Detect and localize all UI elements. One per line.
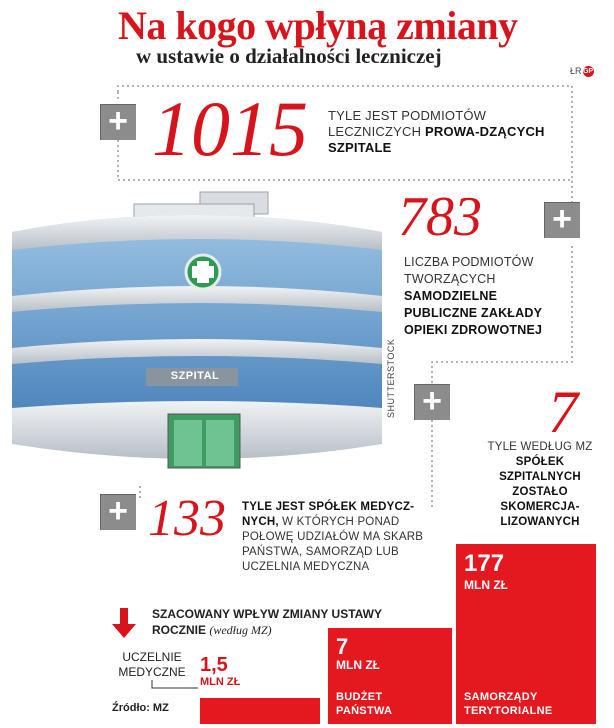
- impact-label-uczelnie: UCZELNIE MEDYCZNE: [118, 650, 186, 679]
- photo-credit: SHUTTERSTOCK: [386, 338, 396, 418]
- stat-description-133: TYLE JEST SPÓŁEK MEDYCZ-NYCH, W KTÓRYCH PONAD POŁOWĘ UDZIAŁÓW MA SKARB PAŃSTWA, SAMORZĄD LUB UCZELNIA MEDYCZNA: [242, 501, 424, 573]
- stat-number-783: 783: [398, 186, 482, 248]
- plus-icon: +: [544, 202, 580, 238]
- label-leader-line: [150, 680, 200, 692]
- plus-icon: +: [414, 384, 450, 420]
- bar-samorzady: 177 MLN ZŁ SAMORZĄDY TERYTORIALNE: [456, 544, 596, 724]
- impact-value-uczelnie: 1,5 MLN ZŁ: [200, 654, 241, 688]
- stat-description-783: LICZBA PODMIOTÓW TWORZĄCYCH SAMODZIELNE PUBLICZNE ZAKŁADY OPIEKI ZDROWOTNEJ: [404, 255, 543, 337]
- plus-icon: +: [100, 494, 136, 530]
- source-note: Źródło: MZ: [112, 702, 169, 714]
- building-sign: SZPITAL: [170, 370, 220, 382]
- hospital-building-illustration: [0, 188, 400, 488]
- stat-description-7: TYLE WEDŁUG MZ SPÓŁEK SZPITALNYCH ZOSTAŁO SKOMERCJA-LIZOWANYCH: [487, 441, 593, 528]
- page-title: Na kogo wpłyną zmiany: [118, 3, 518, 48]
- impact-label: SZACOWANY WPŁYW ZMIANY USTAWY ROCZNIE (według MZ): [152, 607, 382, 637]
- plus-icon: +: [100, 104, 136, 140]
- stat-description-1015: TYLE JEST PODMIOTÓW LECZNICZYCH PROWA-DZĄCYCH SZPITALE: [328, 108, 545, 155]
- bar-uczelnie: [200, 698, 320, 724]
- down-arrow-icon: [112, 608, 136, 643]
- bar-budzet-panstwa: 7 MLN ZŁ BUDŻET PAŃSTWA: [328, 628, 452, 724]
- publisher-logo-icon: GP: [582, 68, 594, 76]
- page-subtitle: w ustawie o działalności leczniczej: [136, 44, 442, 68]
- author-credit: ŁRGP: [570, 66, 594, 76]
- stat-number-1015: 1015: [152, 85, 308, 172]
- stat-number-133: 133: [148, 490, 226, 547]
- stat-number-7: 7: [548, 379, 578, 445]
